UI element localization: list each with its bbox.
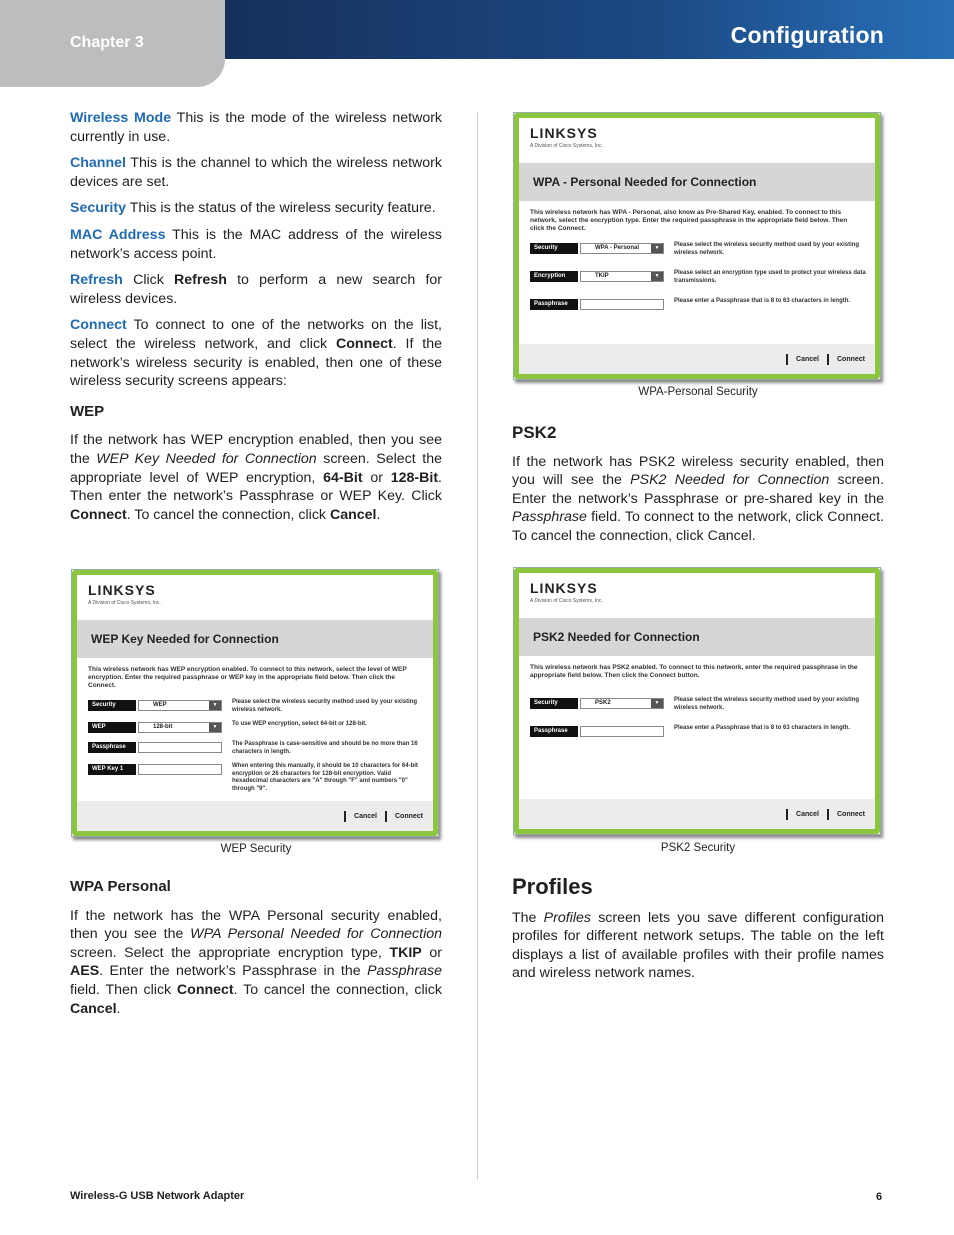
field-row bbox=[530, 726, 870, 738]
text-run: . Then enter the network’s Passphrase or WEP Key. Click bbox=[70, 469, 442, 505]
screen-title: PSK2 Needed for Connection bbox=[533, 630, 700, 644]
text-run: screen. Select the appropriate encryption type, bbox=[70, 944, 390, 961]
field-dropdown: TKIP ▼ bbox=[580, 271, 664, 282]
definition-item bbox=[70, 316, 442, 390]
psk2-paragraph bbox=[512, 453, 884, 546]
linksys-logo: LINKSYS bbox=[530, 125, 598, 141]
screen-intro: This wireless network has WPA - Personal, also know as Pre-Shared Key, enabled. To connect to this network, select the encryption type. Enter the required passphrase in the appropriate field below. Then click the Connect. bbox=[530, 209, 848, 232]
field-help: Please enter a Passphrase that is 8 to 63 characters in length. bbox=[674, 298, 851, 304]
text-run: If the network has PSK2 wireless security enabled, then you will see the bbox=[512, 453, 884, 489]
text-run: or bbox=[362, 469, 391, 486]
definition-term: Channel bbox=[70, 155, 126, 172]
cancel-button: Cancel bbox=[786, 809, 819, 820]
definition-item bbox=[70, 199, 442, 218]
field-label: Passphrase bbox=[88, 742, 136, 753]
footer-product: Wireless-G USB Network Adapter bbox=[70, 1190, 245, 1202]
screen-title-band bbox=[77, 620, 433, 658]
cancel-button: Cancel bbox=[786, 354, 819, 365]
text-run: If the network has WEP encryption enabled, then you see the bbox=[70, 432, 442, 467]
screen-title: WPA - Personal Needed for Connection bbox=[533, 175, 757, 189]
bold-text: AES bbox=[70, 963, 100, 980]
field-label: Encryption bbox=[530, 271, 578, 282]
field-label: Security bbox=[88, 700, 136, 711]
definition-item bbox=[70, 154, 442, 191]
italic-text: PSK2 Needed for Connection bbox=[630, 472, 830, 489]
screen-title: WEP Key Needed for Connection bbox=[91, 632, 279, 646]
field-input bbox=[138, 742, 222, 753]
italic-text: Passphrase bbox=[512, 509, 587, 526]
wpa-personal-heading: WPA Personal bbox=[70, 878, 171, 895]
logo-tagline: A Division of Cisco Systems, Inc. bbox=[88, 600, 161, 606]
text-run: field. Then click bbox=[70, 981, 177, 998]
screen-title-band bbox=[519, 618, 875, 656]
profiles-paragraph bbox=[512, 909, 884, 983]
definition-item bbox=[70, 226, 442, 263]
text-run: field. To connect to the network, click Connect. To cancel the connection, click Cancel. bbox=[512, 509, 884, 544]
definition-item bbox=[70, 109, 442, 146]
field-row bbox=[88, 742, 428, 754]
field-help: The Passphrase is case-sensitive and should be no more than 16 characters in length. bbox=[232, 741, 418, 755]
definition-term: MAC Address bbox=[70, 226, 166, 243]
linksys-logo: LINKSYS bbox=[530, 580, 598, 596]
text-run: screen lets you save different configuration profiles for different network setups. The table on the left displays a list of available profiles with their profile names and wireless network names. bbox=[512, 909, 885, 982]
text-run: screen. Enter the network’s Passphrase or pre-shared key in the bbox=[512, 472, 885, 507]
profiles-section bbox=[512, 874, 885, 991]
definition-term: Refresh bbox=[70, 272, 123, 289]
text-run: This is the status of the wireless security feature. bbox=[129, 200, 436, 217]
definition-list bbox=[70, 109, 442, 391]
screen-footer bbox=[519, 344, 875, 374]
field-label: Passphrase bbox=[530, 299, 578, 310]
screen-footer bbox=[519, 799, 875, 829]
definition-term: Security bbox=[70, 200, 126, 217]
definition-item bbox=[70, 271, 442, 308]
field-row bbox=[530, 271, 870, 283]
bold-text: 128-Bit bbox=[390, 469, 439, 486]
column-divider bbox=[477, 112, 478, 1179]
field-input bbox=[138, 764, 222, 775]
connect-button: Connect bbox=[827, 809, 865, 820]
wep-paragraph bbox=[70, 431, 442, 524]
psk2-caption: PSK2 Security bbox=[660, 842, 736, 854]
bold-text: 64-Bit bbox=[323, 469, 363, 486]
wpa-caption: WPA-Personal Security bbox=[638, 386, 758, 398]
italic-text: WPA Personal Needed for Connection bbox=[190, 926, 443, 943]
text-run: Click bbox=[133, 272, 175, 289]
bold-text: Cancel bbox=[70, 1000, 117, 1017]
profiles-heading: Profiles bbox=[512, 874, 593, 899]
chapter-label: Chapter 3 bbox=[70, 34, 144, 51]
text-run: or bbox=[421, 944, 442, 961]
cancel-button: Cancel bbox=[344, 811, 377, 822]
text-run: screen. Select the appropriate level of WEP encryption, bbox=[70, 450, 442, 486]
field-label: WEP bbox=[88, 722, 136, 733]
chapter-tab bbox=[0, 0, 225, 87]
field-help: Please enter a Passphrase that is 8 to 63 characters in length. bbox=[674, 725, 851, 731]
connect-button: Connect bbox=[827, 354, 865, 365]
text-run: . To cancel the connection, click bbox=[233, 981, 442, 998]
psk2-security-screenshot bbox=[513, 567, 881, 835]
field-help: Please select the wireless security method used by your existing wireless network. bbox=[674, 697, 860, 711]
screen-intro: This wireless network has WEP encryption enabled. To connect to this network, select the level of WEP encryption. Enter the required passphrase or WEP key in the appropriate field below. Then click the Connect. bbox=[88, 666, 407, 689]
field-label: Passphrase bbox=[530, 726, 578, 737]
text-run: . If the network’s wireless security is enabled, then one of these wireless security screens appears: bbox=[70, 335, 442, 390]
text-run: This is the channel to which the wireless network devices are set. bbox=[70, 155, 443, 190]
field-dropdown: WEP ▼ bbox=[138, 700, 222, 711]
definition-term: Connect bbox=[70, 317, 127, 334]
wpa-personal-paragraph bbox=[70, 907, 442, 1019]
text-run: . bbox=[116, 1000, 121, 1017]
field-dropdown: WPA - Personal ▼ bbox=[580, 243, 664, 254]
field-label: Security bbox=[530, 243, 578, 254]
wep-caption: WEP Security bbox=[220, 843, 292, 855]
footer-page-number: 6 bbox=[876, 1191, 883, 1203]
bold-text: Refresh bbox=[174, 272, 227, 289]
field-row bbox=[530, 698, 870, 710]
field-label: WEP Key 1 bbox=[88, 764, 136, 775]
screen-intro: This wireless network has PSK2 enabled. To connect to this network, enter the required passphrase in the appropriate field below. Then click the Connect button. bbox=[530, 664, 858, 679]
text-run: This is the mode of the wireless network currently in use. bbox=[70, 110, 443, 145]
field-help: Please select the wireless security method used by your existing wireless network. bbox=[674, 242, 860, 256]
connect-button: Connect bbox=[385, 811, 423, 822]
italic-text: Passphrase bbox=[367, 963, 442, 980]
text-run: To connect to one of the networks on the list, select the wireless network, and click bbox=[70, 317, 442, 352]
field-dropdown: PSK2 ▼ bbox=[580, 698, 664, 709]
text-run: . Enter the network’s Passphrase in the bbox=[99, 963, 368, 980]
field-help: Please select the wireless security method used by your existing wireless network. bbox=[232, 699, 418, 713]
text-run: . To cancel the connection, click bbox=[126, 506, 330, 523]
field-row bbox=[88, 722, 428, 734]
field-input bbox=[580, 726, 664, 737]
bold-text: TKIP bbox=[389, 944, 422, 961]
logo-tagline: A Division of Cisco Systems, Inc. bbox=[530, 598, 603, 604]
field-row bbox=[88, 700, 428, 712]
bold-text: Connect bbox=[70, 506, 127, 523]
text-run: If the network has the WPA Personal security enabled, then you see the bbox=[70, 907, 442, 943]
field-row bbox=[530, 299, 870, 311]
screen-title-band bbox=[519, 163, 875, 201]
text-run: to perform a new search for wireless devices. bbox=[70, 272, 442, 307]
italic-text: Profiles bbox=[543, 909, 591, 926]
bold-text: Connect bbox=[336, 335, 393, 352]
screen-footer bbox=[77, 801, 433, 831]
field-row bbox=[530, 243, 870, 255]
field-row bbox=[88, 763, 428, 792]
field-help: To use WEP encryption, select 64-bit or 128-bit. bbox=[232, 721, 367, 727]
bold-text: Cancel bbox=[329, 506, 377, 523]
field-input bbox=[580, 299, 664, 310]
definition-term: Wireless Mode bbox=[70, 110, 172, 126]
wpa-personal-section bbox=[70, 878, 442, 1026]
wep-heading: WEP bbox=[70, 402, 105, 420]
wep-security-screenshot bbox=[71, 569, 439, 837]
page-title: Configuration bbox=[730, 22, 884, 48]
text-run: This is the MAC address of the wireless network’s access point. bbox=[70, 226, 443, 262]
field-help: Please select an encryption type used to protect your wireless data transmissions. bbox=[674, 270, 866, 284]
field-help: When entering this manually, it should be 10 characters for 64-bit encryption or 26 characters for 128-bit encryption. Valid hexadecimal characters are "A" through "F" and numbers "0" through "9". bbox=[232, 763, 418, 792]
text-run: The bbox=[512, 909, 544, 926]
psk2-section bbox=[512, 414, 884, 554]
header-bar bbox=[225, 0, 954, 59]
psk2-heading: PSK2 bbox=[512, 423, 557, 442]
linksys-logo: LINKSYS bbox=[88, 582, 156, 598]
bold-text: Connect bbox=[176, 981, 234, 998]
left-column bbox=[70, 109, 442, 532]
wpa-personal-screenshot bbox=[513, 112, 881, 380]
text-run: . bbox=[376, 506, 381, 523]
field-dropdown: 128-bit ▼ bbox=[138, 722, 222, 733]
logo-tagline: A Division of Cisco Systems, Inc. bbox=[530, 143, 603, 149]
italic-text: WEP Key Needed for Connection bbox=[96, 450, 317, 467]
field-label: Security bbox=[530, 698, 578, 709]
